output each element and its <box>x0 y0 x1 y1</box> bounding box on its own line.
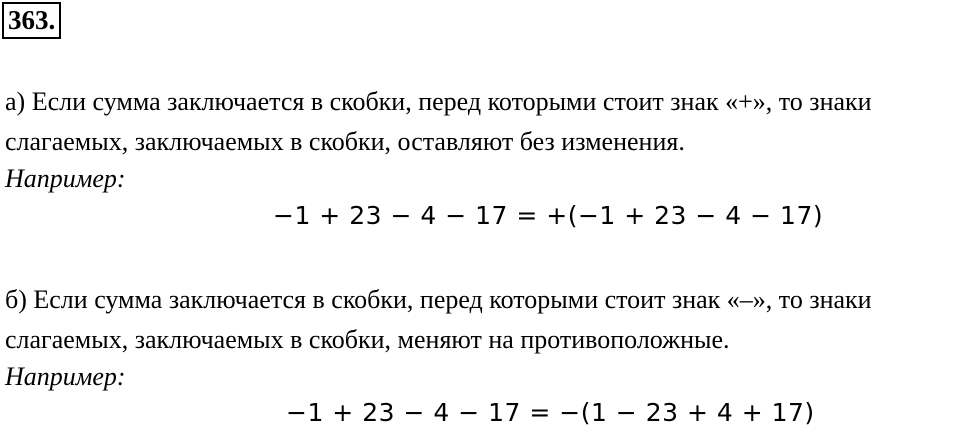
example-a-label: Например: <box>5 164 126 193</box>
rule-a-line-1: а) Если сумма заключается в скобки, перед которыми стоит знак «+», то знаки <box>5 87 872 116</box>
rule-a-paragraph <box>5 82 957 162</box>
task-number-box: 363. <box>2 2 61 39</box>
example-b-formula: −1 + 23 − 4 − 17 = −(1 − 23 + 4 + 17) <box>286 398 815 427</box>
rule-b-line-2: слагаемых, заключаемых в скобки, меняют на противоположные. <box>5 325 730 354</box>
rule-b-line-1: б) Если сумма заключается в скобки, перед которыми стоит знак «–», то знаки <box>5 285 872 314</box>
example-b-label: Например: <box>5 362 126 391</box>
rule-a-line-2: слагаемых, заключаемых в скобки, оставляют без изменения. <box>5 127 685 156</box>
rule-b-paragraph <box>5 280 957 360</box>
example-a-formula: −1 + 23 − 4 − 17 = +(−1 + 23 − 4 − 17) <box>273 201 824 230</box>
